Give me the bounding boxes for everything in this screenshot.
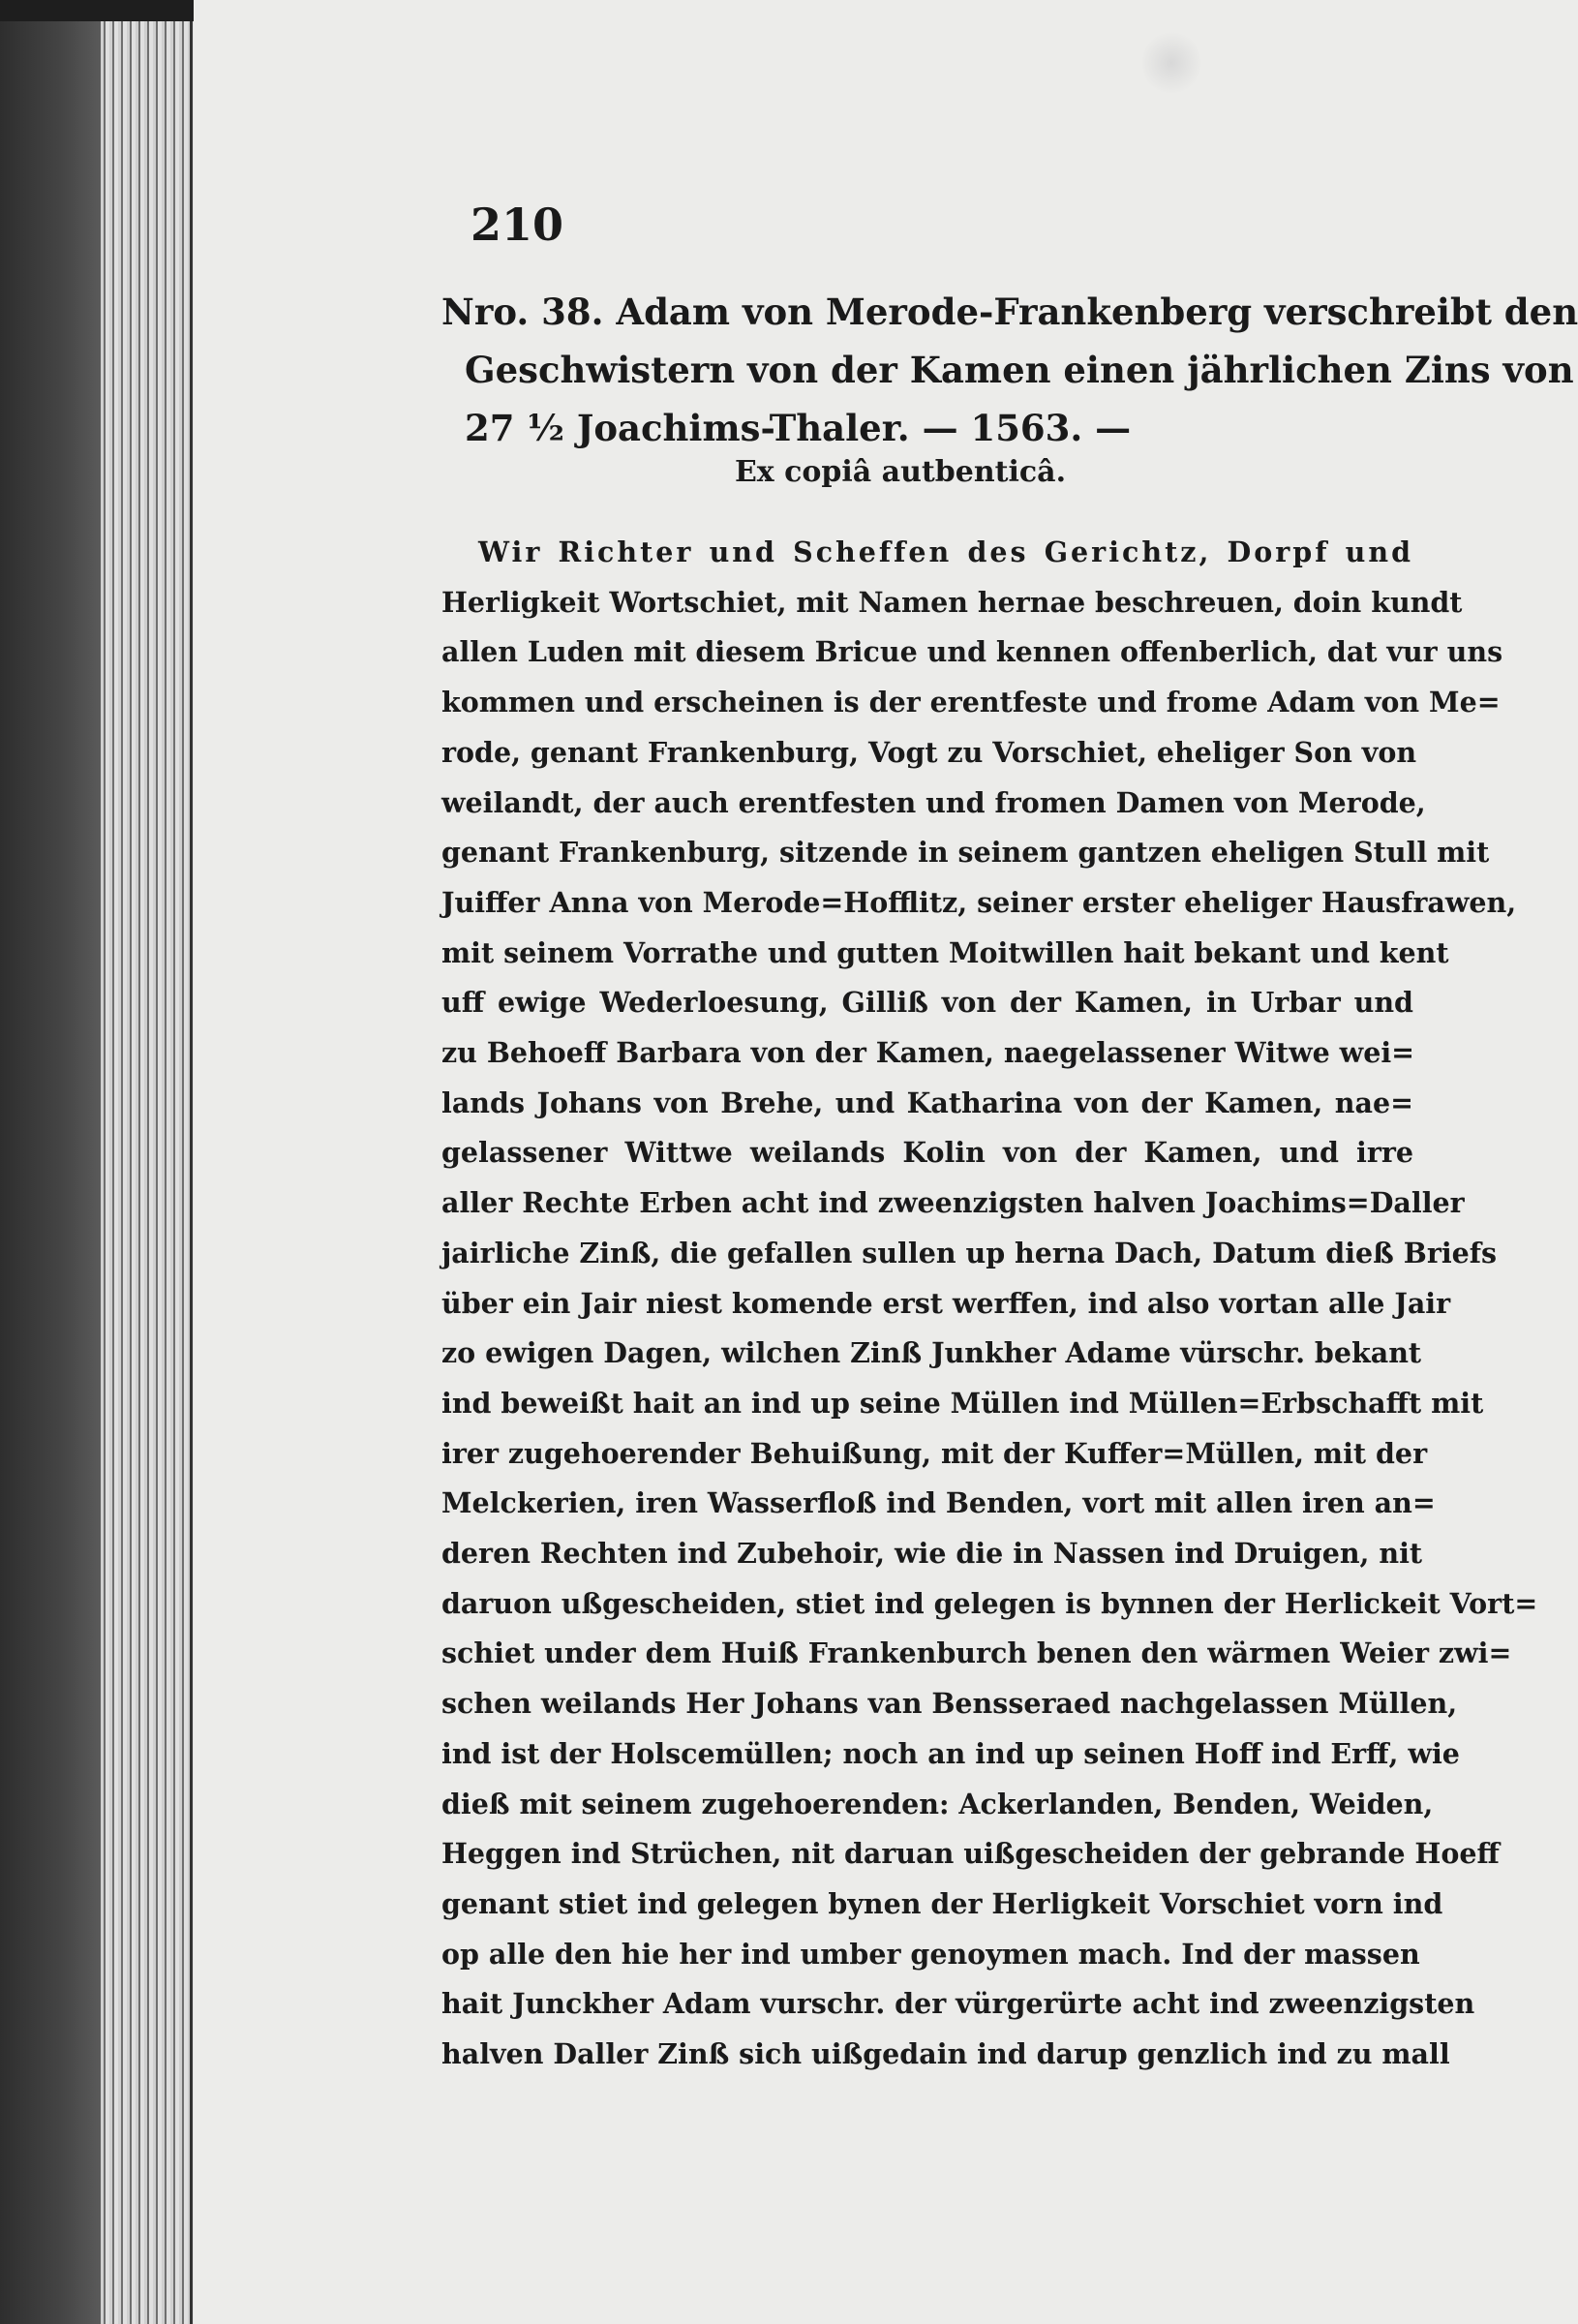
text-line: ind ist der Holscemüllen; noch an ind up seinen Hoff ind Erff, wie (441, 1736, 1460, 1770)
text-line: halven Daller Zinß sich uißgedain ind darup genzlich ind zu mall (441, 2037, 1450, 2071)
paper-stain (1142, 29, 1200, 97)
text-line: Juiffer Anna von Merode=Hofflitz, seiner erster eheliger Hausfrawen, (441, 885, 1517, 919)
text-line: op alle den hie her ind umber genoymen mach. Ind der massen (441, 1937, 1420, 1971)
page-number: 210 (470, 199, 564, 251)
text-line: ind beweißt hait an ind up seine Müllen ind Müllen=Erbschafft mit (441, 1386, 1484, 1420)
text-line: zo ewigen Dagen, wilchen Zinß Junkher Adame vürschr. bekant (441, 1336, 1422, 1370)
text-line: schen weilands Her Johans van Bensseraed nachgelassen Müllen, (441, 1687, 1458, 1721)
text-line: hait Junckher Adam vurschr. der vürgerürte acht ind zweenzigsten (441, 1987, 1475, 2021)
scan-border (0, 0, 194, 21)
text-line: uff ewige Wederloesung, Gilliß von der Kamen, in Urbar und (441, 986, 1413, 1020)
page-edges (101, 21, 194, 2324)
document-heading (441, 283, 1578, 457)
text-line: Wir Richter und Scheffen des Gerichtz, Dorpf und (478, 535, 1413, 568)
text-line: jairliche Zinß, die gefallen sullen up herna Dach, Datum dieß Briefs (441, 1236, 1498, 1269)
text-line: mit seinem Vorrathe und gutten Moitwillen hait bekant und kent (441, 935, 1449, 969)
text-line: Melckerien, iren Wasserfloß ind Benden, vort mit allen iren an= (441, 1486, 1436, 1520)
text-line: genant Frankenburg, sitzende in seinem gantzen eheligen Stull mit (441, 836, 1490, 870)
text-line: rode, genant Frankenburg, Vogt zu Vorschiet, eheliger Son von (441, 735, 1417, 769)
heading-line: 27 ½ Joachims-Thaler. — 1563. — (465, 407, 1132, 449)
text-line: allen Luden mit diesem Bricue und kennen offenberlich, dat vur uns (441, 635, 1503, 669)
text-line: irer zugehoerender Behuißung, mit der Kuffer=Müllen, mit der (441, 1436, 1428, 1470)
source-note: Ex copiâ autbenticâ. (734, 455, 1067, 489)
text-line: gelassener Wittwe weilands Kolin von der Kamen, und irre (441, 1136, 1413, 1170)
document-body (441, 528, 1538, 2080)
text-line: schiet under dem Huiß Frankenburch benen den wärmen Weier zwi= (441, 1636, 1512, 1670)
text-line: genant stiet ind gelegen bynen der Herligkeit Vorschiet vorn ind (441, 1886, 1443, 1920)
book-spine-shadow (0, 0, 101, 2324)
text-line: über ein Jair niest komende erst werffen, ind also vortan alle Jair (441, 1286, 1451, 1320)
text-line: kommen und erscheinen is der erentfeste und frome Adam von Me= (441, 686, 1501, 719)
text-line: zu Behoeff Barbara von der Kamen, naegelassener Witwe wei= (441, 1036, 1415, 1070)
text-line: Herligkeit Wortschiet, mit Namen hernae beschreuen, doin kundt (441, 585, 1463, 619)
text-line: weilandt, der auch erentfesten und fromen Damen von Merode, (441, 785, 1426, 819)
text-line: Heggen ind Strüchen, nit daruan uißgescheiden der gebrande Hoeff (441, 1837, 1500, 1871)
text-line: lands Johans von Brehe, und Katharina von der Kamen, nae= (441, 1086, 1413, 1119)
text-line: deren Rechten ind Zubehoir, wie die in Nassen ind Druigen, nit (441, 1537, 1423, 1571)
text-line: aller Rechte Erben acht ind zweenzigsten halven Joachims=Daller (441, 1186, 1465, 1220)
page-edge-line (190, 21, 193, 2324)
heading-line: Nro. 38. Adam von Merode-Frankenberg verschreibt den (441, 290, 1578, 333)
text-line: daruon ußgescheiden, stiet ind gelegen is bynnen der Herlickeit Vort= (441, 1586, 1538, 1620)
heading-line: Geschwistern von der Kamen einen jährlichen Zins von (465, 349, 1574, 391)
text-line: dieß mit seinem zugehoerenden: Ackerlanden, Benden, Weiden, (441, 1787, 1434, 1820)
